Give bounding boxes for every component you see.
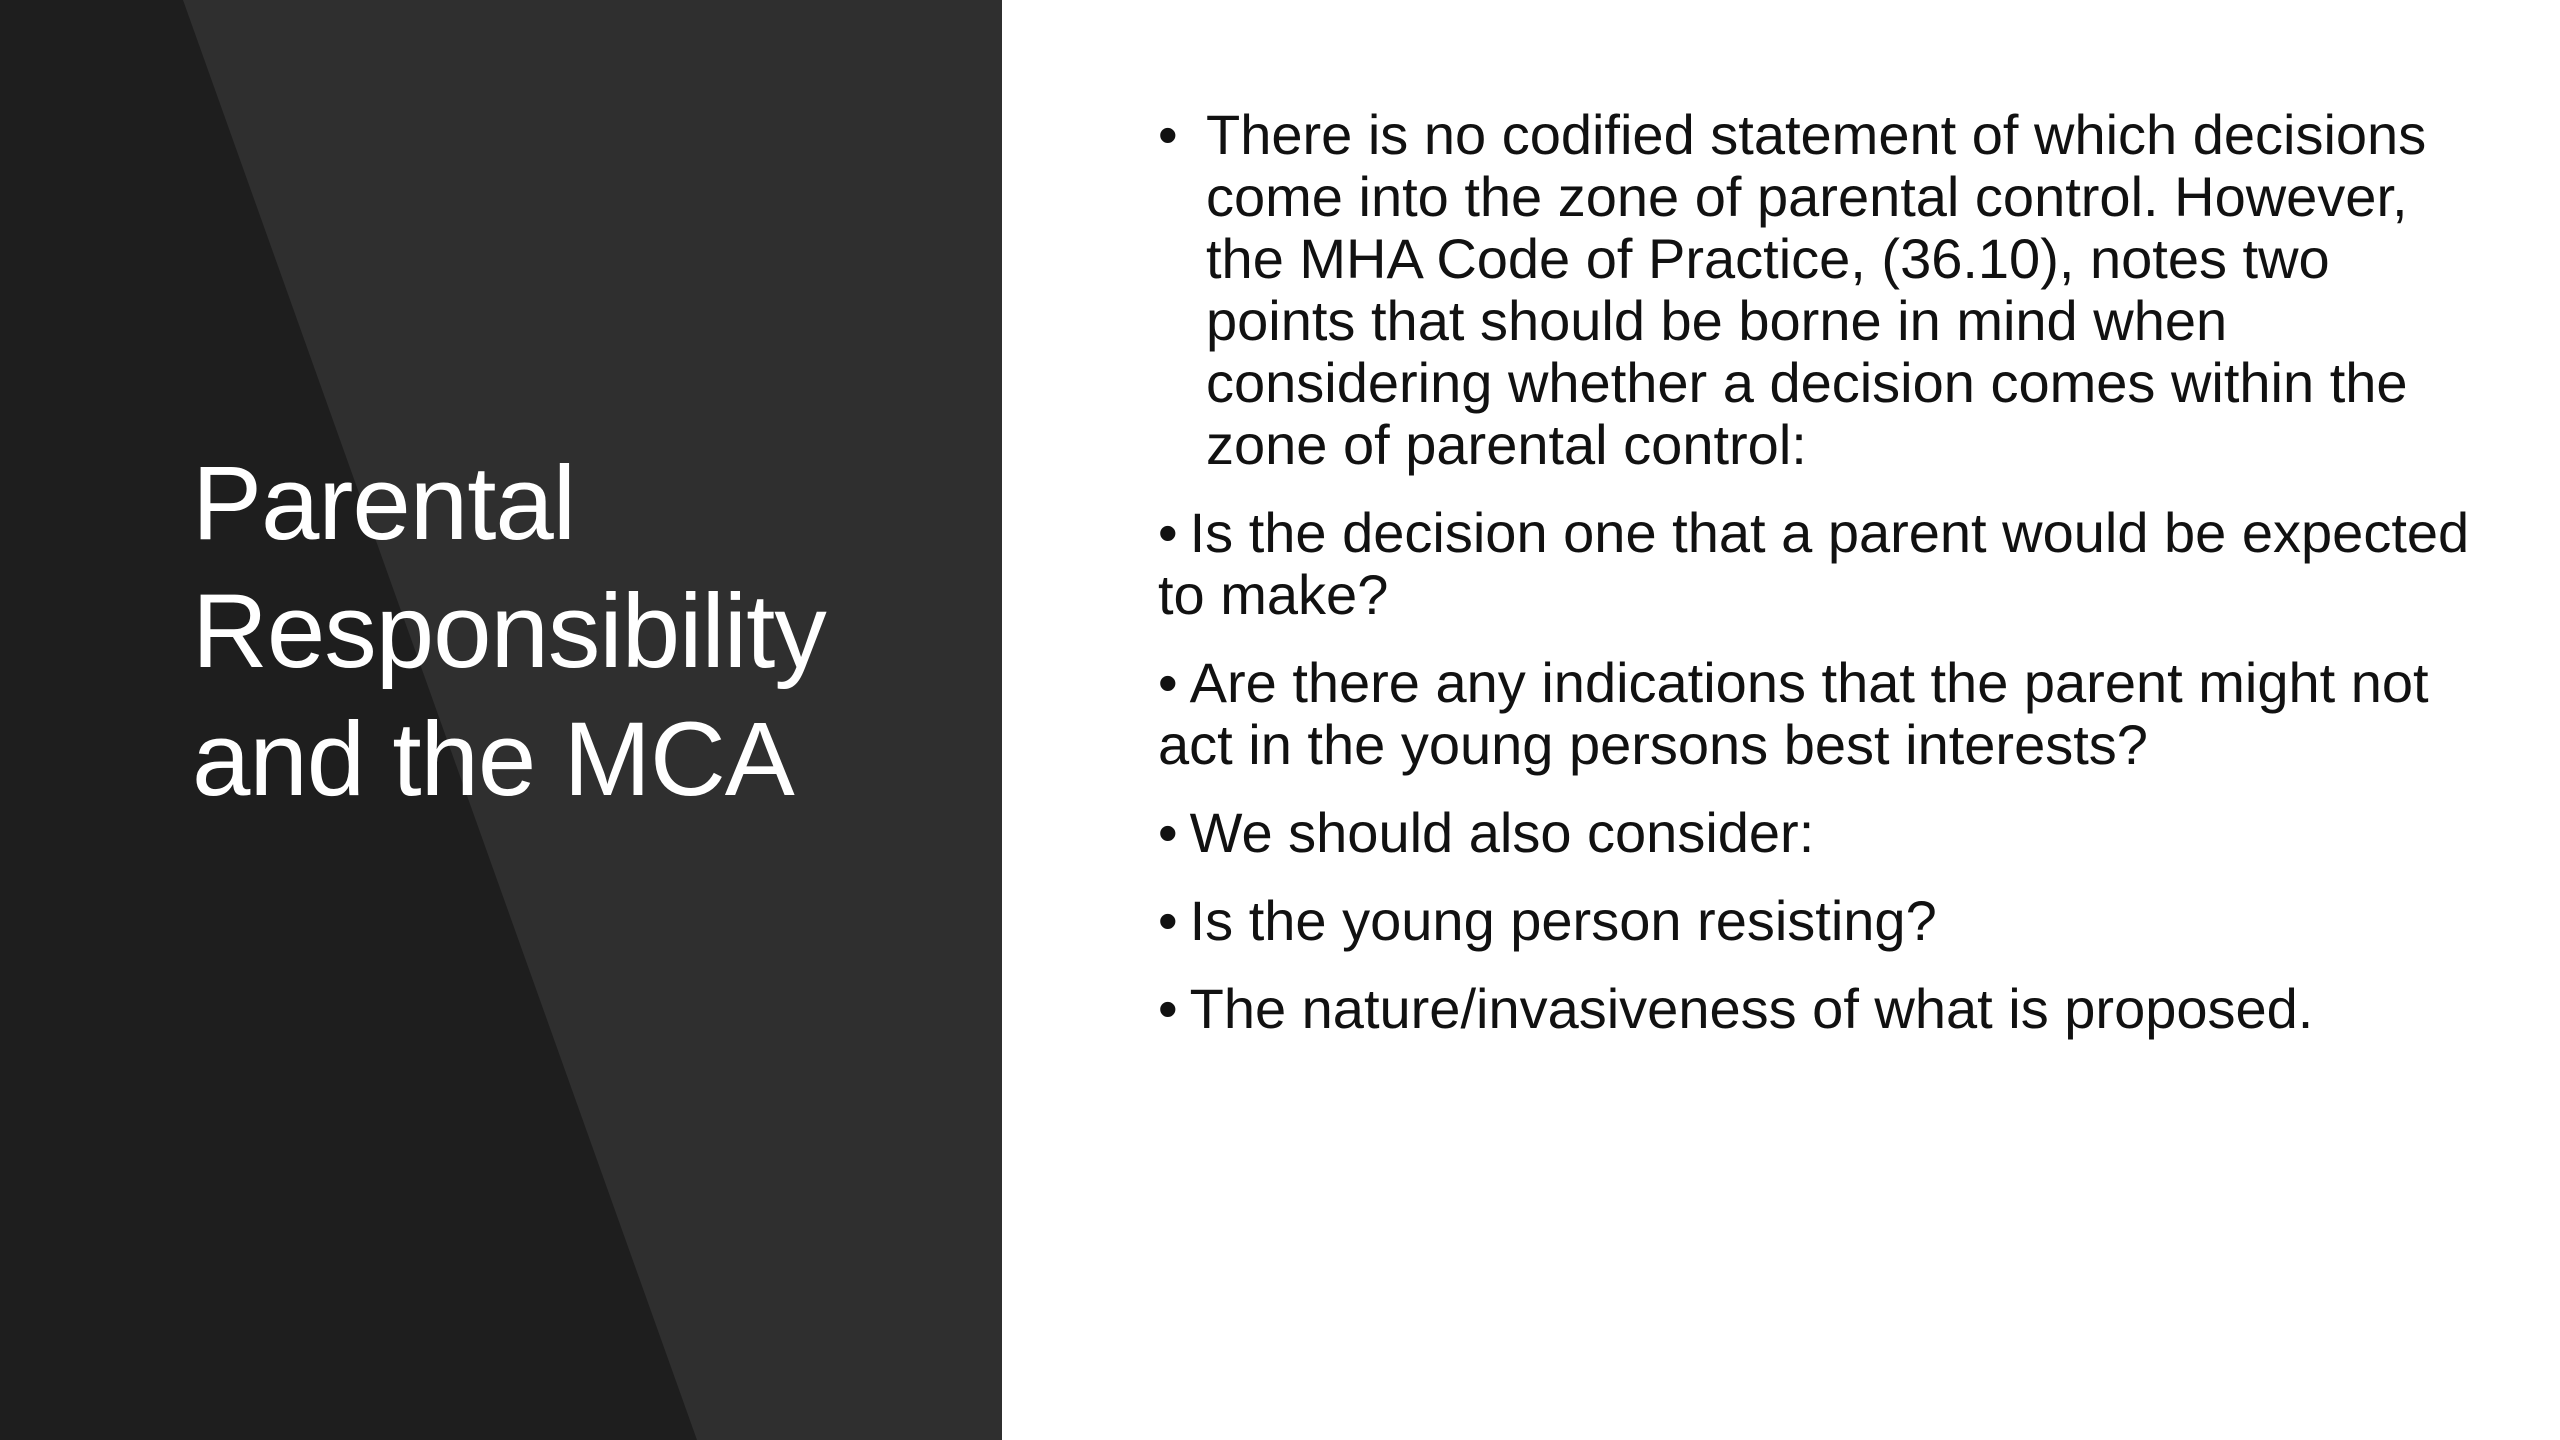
bullet-list [1158, 104, 2488, 1066]
bullet-text: There is no codified statement of which decisions come into the zone of parental control. However, the MHA Code of Practice, (36.10), notes two points that should be borne in mind when considering whether a decision comes within the zone of parental control: [1206, 103, 2427, 476]
title-line-2: Responsibility [192, 573, 826, 690]
bullet-text: Is the young person resisting? [1189, 889, 1937, 952]
bullet-text: We should also consider: [1189, 801, 1815, 864]
bullet-item-6 [1158, 978, 2488, 1040]
bullet-marker: • [1158, 651, 1178, 714]
bullet-item-3 [1158, 652, 2488, 776]
title-panel [0, 0, 1002, 1440]
bullet-marker: • [1158, 889, 1178, 952]
bullet-item-4 [1158, 802, 2488, 864]
bullet-marker: • [1158, 977, 1178, 1040]
bullet-marker: • [1158, 103, 1178, 166]
bullet-item-2 [1158, 502, 2488, 626]
bullet-marker: • [1158, 501, 1178, 564]
title-line-1: Parental [192, 445, 576, 562]
slide-title [192, 440, 982, 824]
title-line-3: and the MCA [192, 701, 794, 818]
bullet-text: Is the decision one that a parent would be expected to make? [1158, 501, 2470, 626]
bullet-text: The nature/invasiveness of what is proposed. [1189, 977, 2314, 1040]
bullet-item-1 [1158, 104, 2488, 476]
bullet-marker: • [1158, 801, 1178, 864]
bullet-item-5 [1158, 890, 2488, 952]
bullet-text: Are there any indications that the parent might not act in the young persons best interests? [1158, 651, 2429, 776]
